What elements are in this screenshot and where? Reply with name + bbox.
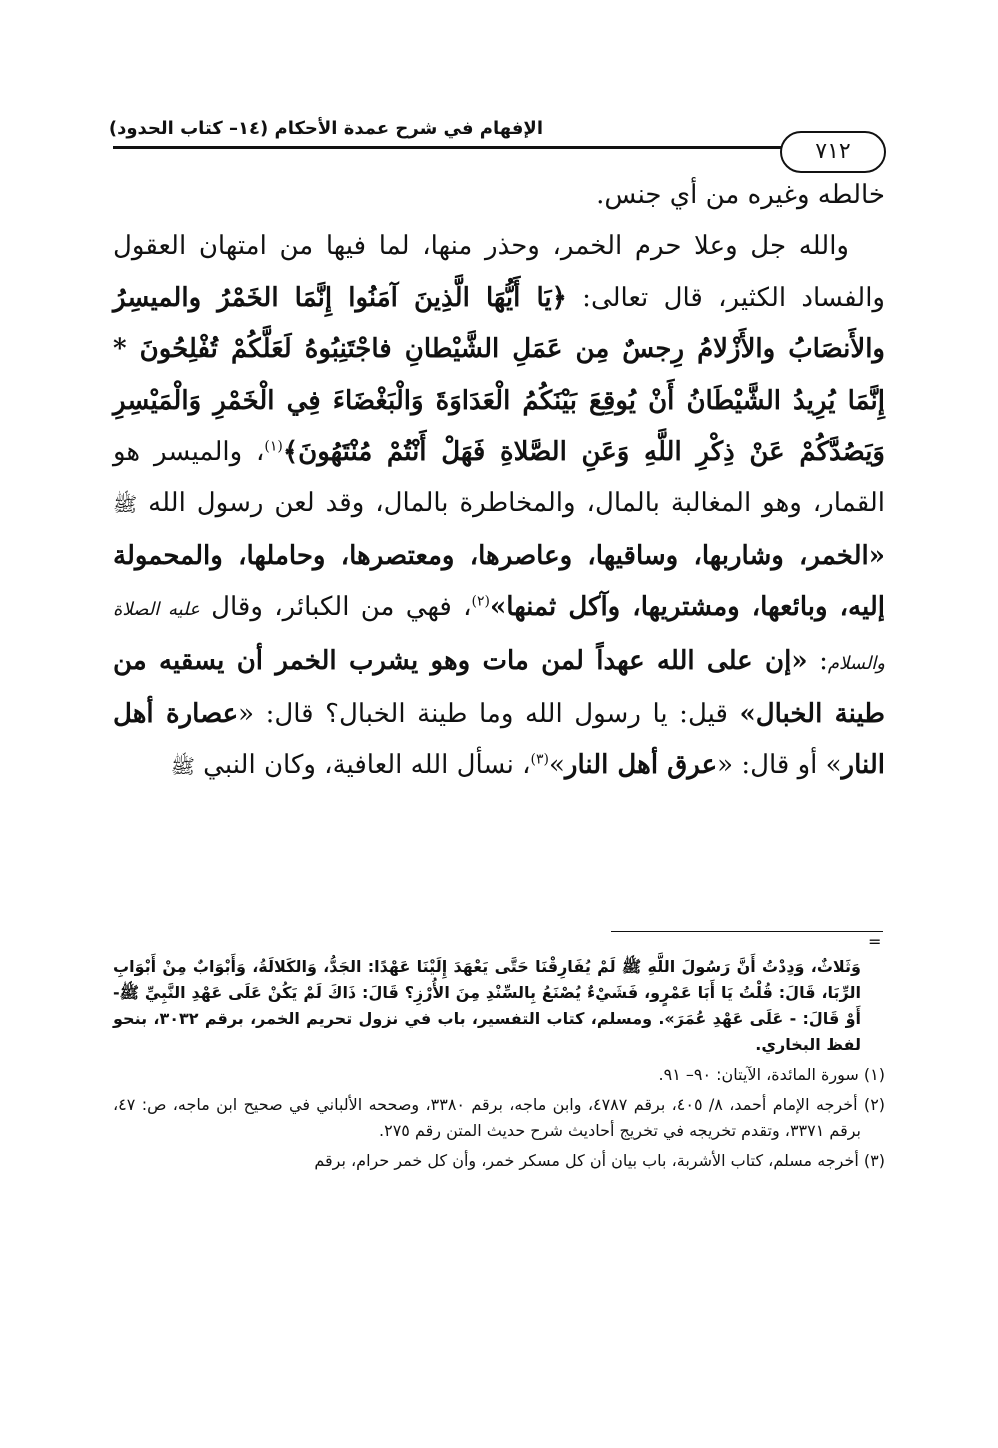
page-number: ٧١٢ xyxy=(780,131,886,173)
main-text xyxy=(113,170,885,793)
paragraph-intro: والله جل وعلا حرم الخمر، وحذر منها، لما فيها من امتهان العقول والفساد الكثير، قال تعالى: xyxy=(113,231,885,313)
salutation-glyph: ﷺ xyxy=(113,492,138,517)
paragraph-1: خالطه وغيره من أي جنس. xyxy=(596,180,885,210)
hadith-tinat-khabal: «إن على الله عهداً لمن مات وهو يشرب الخمر أن يسقيه من طينة الخبال» xyxy=(113,645,885,730)
quran-verse: ﴿يَا أَيُّهَا الَّذِينَ آمَنُوا إِنَّمَا الخَمْرُ والميسِرُ والأَنصَابُ والأَزْلامُ رِجسٌ مِن عَمَلِ الشَّيْطانِ فاجْتَنِبُوهُ لَعَلَّكُمْ تُفْلِحُونَ * إِنَّمَا يُرِيدُ الشَّيْطَانُ أَنْ يُوقِعَ بَيْنَكُمُ الْعَدَاوَةَ وَالْبَغْضَاءَ فِي الْخَمْرِ وَالْمَيْسِرِ وَيَصُدَّكُمْ عَنْ ذِكْرِ اللَّهِ وَعَنِ الصَّلاةِ فَهَلْ أَنْتُمْ مُنْتَهُونَ﴾ xyxy=(113,282,885,468)
hadith-curse-list: «الخمر، وشاربها، وساقيها، وعاصرها، ومعتصرها، وحاملها، والمحمولة إليه، وبائعها، ومشتريها، وآكل ثمنها» xyxy=(113,540,885,623)
maysir-definition: ، والميسر هو القمار، وهو المغالبة بالمال، والمخاطرة بالمال، وقد لعن رسول الله xyxy=(113,437,885,519)
colon: : xyxy=(807,645,828,676)
footnote-continuation: وَثَلاثٌ، وَدِدْتُ أَنَّ رَسُولَ اللَّهِ ﷺ لَمْ يُفَارِقْنَا حَتَّى يَعْهَدَ إِلَيْنَا عَهْدًا: الجَدُّ، وَالكَلالَةُ، وَأَبْوَابٌ مِنْ أَبْوَابِ الرِّبَا، قَالَ: قُلْتُ يَا أَبَا عَمْرٍو، فَشَيْءٌ يُصْنَعُ بِالسِّنْدِ مِنَ الأُرْزِ؟ قَالَ: ذَاكَ لَمْ يَكُنْ عَلَى عَهْدِ النَّبِيِّ ﷺ- أَوْ قَالَ: - عَلَى عَهْدِ عُمَرَ». ومسلم، كتاب التفسير، باب في نزول تحريم الخمر، برقم ٣٠٣٢، بنحو لفظ البخاري. xyxy=(113,957,862,1054)
running-header-title: الإفهام في شرح عمدة الأحكام (١٤– كتاب الحدود) xyxy=(108,118,543,139)
footnote-separator xyxy=(611,931,883,932)
footnote-2: (٢) أخرجه الإمام أحمد، ٨/ ٤٠٥، برقم ٤٧٨٧، وابن ماجه، برقم ٣٣٨٠، وصححه الألباني في صحيح ابن ماجه، ص: ٤٧، برقم ٣٣٧١، وتقدم تخريجه في تخريج أحاديث شرح حديث المتن رقم ٢٧٥. xyxy=(113,1095,886,1140)
or-said: » أو قال: « xyxy=(717,750,842,781)
answer-2: عرق أهل النار xyxy=(564,750,718,781)
paragraph-2 xyxy=(113,221,885,792)
close-quote: » xyxy=(548,750,565,781)
kabair-text: ، فهي من الكبائر، وقال xyxy=(199,592,472,623)
footnote-ref-3[interactable]: (٣) xyxy=(530,751,549,768)
footnote-1: (١) سورة المائدة، الآيتان: ٩٠– ٩١. xyxy=(658,1065,885,1084)
header-rule xyxy=(113,146,883,149)
closing-text: ، نسأل الله العافية، وكان النبي xyxy=(194,750,531,781)
footnote-ref-1[interactable]: (١) xyxy=(264,438,283,455)
answer-1: عصارة أهل النار xyxy=(113,699,885,781)
footnote-ref-2[interactable]: (٢) xyxy=(471,593,491,610)
footnote-continuation-mark: = xyxy=(868,932,882,951)
footnote-3: (٣) أخرجه مسلم، كتاب الأشربة، باب بيان أن كل مسكر خمر، وأن كل خمر حرام، برقم xyxy=(314,1151,885,1170)
footnotes xyxy=(113,954,885,1178)
question-text: قيل: يا رسول الله وما طينة الخبال؟ قال: « xyxy=(238,699,740,730)
salutation-glyph-end: ﷺ xyxy=(170,754,195,779)
honorific-phrase: عليه الصلاة والسلام xyxy=(113,599,885,674)
